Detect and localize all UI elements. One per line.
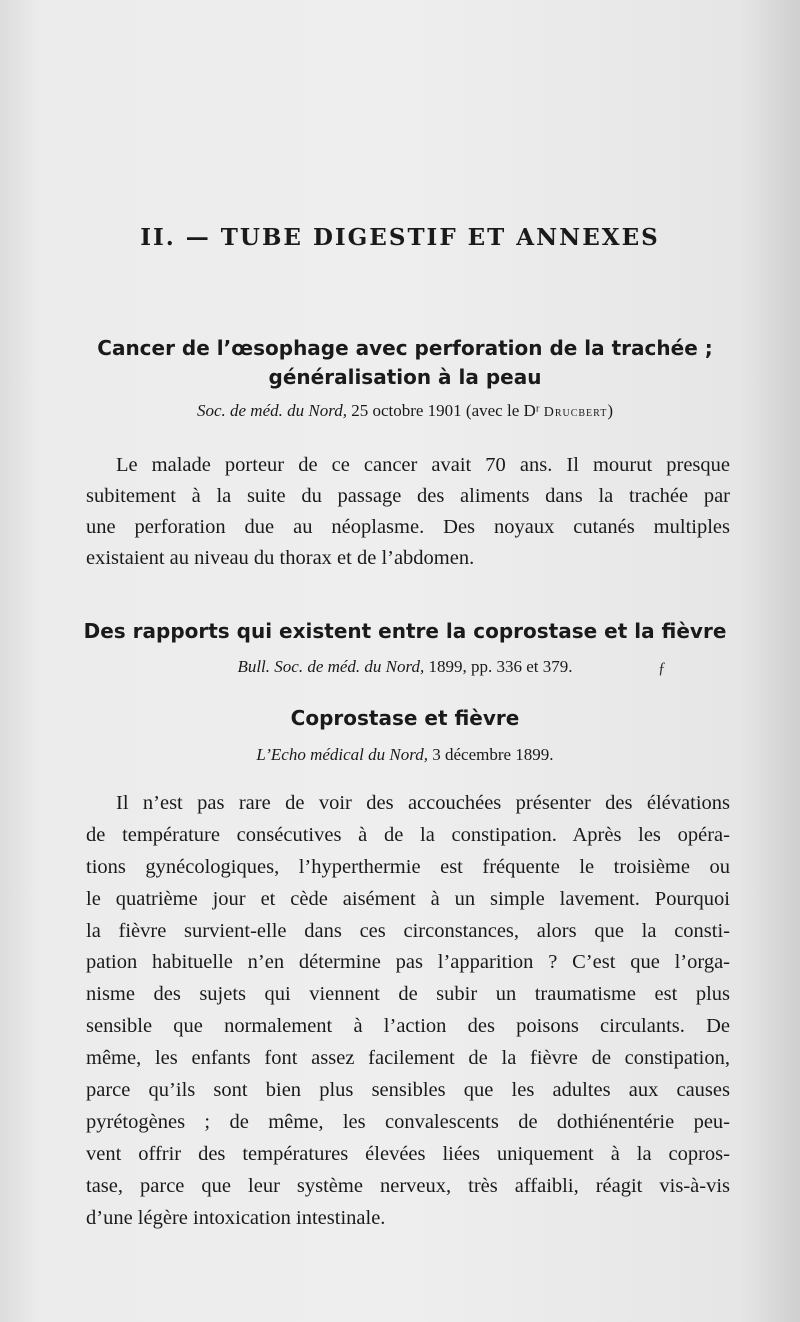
article3-title: Coprostase et fièvre — [290, 706, 520, 730]
article3-citation-rest: 3 décembre 1899. — [427, 745, 554, 764]
body-line: Le malade porteur de ce cancer avait 70 ans. Il mourut presque — [116, 454, 730, 476]
body-line: même, les enfants font assez facilement de la fièvre de constipation, — [86, 1047, 730, 1070]
body-line: Il n’est pas rare de voir des accouchées présenter des élévations — [116, 792, 730, 814]
body-line: une perforation due au néoplasme. Des noyaux cutanés multiples — [86, 516, 730, 538]
body-line: tase, parce que leur système nerveux, très affaibli, réagit vis-à-vis — [86, 1174, 730, 1197]
article2-citation-rest: 1899, pp. 336 et 379. — [424, 657, 573, 676]
body-line: le quatrième jour et cède aisément à un simple lavement. Pourquoi — [86, 887, 730, 910]
article1-citation-end: ) — [607, 401, 614, 420]
body-line: nisme des sujets qui viennent de subir un traumatisme est plus — [86, 983, 730, 1006]
article1-body — [86, 450, 730, 574]
body-line: subitement à la suite du passage des aliments dans la trachée par — [86, 485, 730, 507]
article1-citation-author: Drucbert — [543, 405, 608, 420]
body-line: sensible que normalement à l’action des poisons circulants. De — [86, 1015, 730, 1038]
article1-title-line2: généralisation à la peau — [268, 365, 542, 389]
body-line: de température consécutives à de la constipation. Après les opéra- — [86, 823, 730, 846]
article3-citation — [60, 744, 750, 766]
article2-citation — [60, 656, 750, 678]
body-line: vent offrir des températures élevées liées uniquement à la copros- — [86, 1142, 730, 1165]
article2-citation-journal: Bull. Soc. de méd. du Nord, — [237, 657, 425, 676]
article1-title-line1: Cancer de l’œsophage avec perforation de la trachée ; — [97, 336, 713, 360]
body-line: d’une légère intoxication intestinale. — [86, 1206, 386, 1229]
body-line: pyrétogènes ; de même, les convalescents de dothiénentérie peu- — [86, 1110, 730, 1133]
article1-citation-rest: 25 octobre 1901 (avec le Dʳ — [346, 401, 544, 420]
ink-mark: ƒ — [658, 660, 666, 677]
body-line: tions gynécologiques, l’hyperthermie est fréquente le troisième ou — [86, 855, 730, 878]
body-line: parce qu’ils sont bien plus sensibles que les adultes aux causes — [86, 1079, 730, 1102]
article1-citation-journal: Soc. de méd. du Nord, — [196, 401, 347, 420]
body-line: pation habituelle n’en détermine pas l’apparition ? C’est que l’orga- — [86, 951, 730, 974]
article3-body — [86, 788, 730, 1234]
body-line: la fièvre survient-elle dans ces circonstances, alors que la consti- — [86, 919, 730, 942]
article1-citation — [60, 400, 750, 424]
section-heading: II. — TUBE DIGESTIF ET ANNEXES — [140, 224, 660, 251]
body-line: existaient au niveau du thorax et de l’abdomen. — [86, 547, 475, 569]
article1-title — [60, 334, 750, 392]
article3-citation-journal: L’Echo médical du Nord, — [256, 745, 428, 764]
article2-title: Des rapports qui existent entre la coprostase et la fièvre — [83, 619, 727, 643]
